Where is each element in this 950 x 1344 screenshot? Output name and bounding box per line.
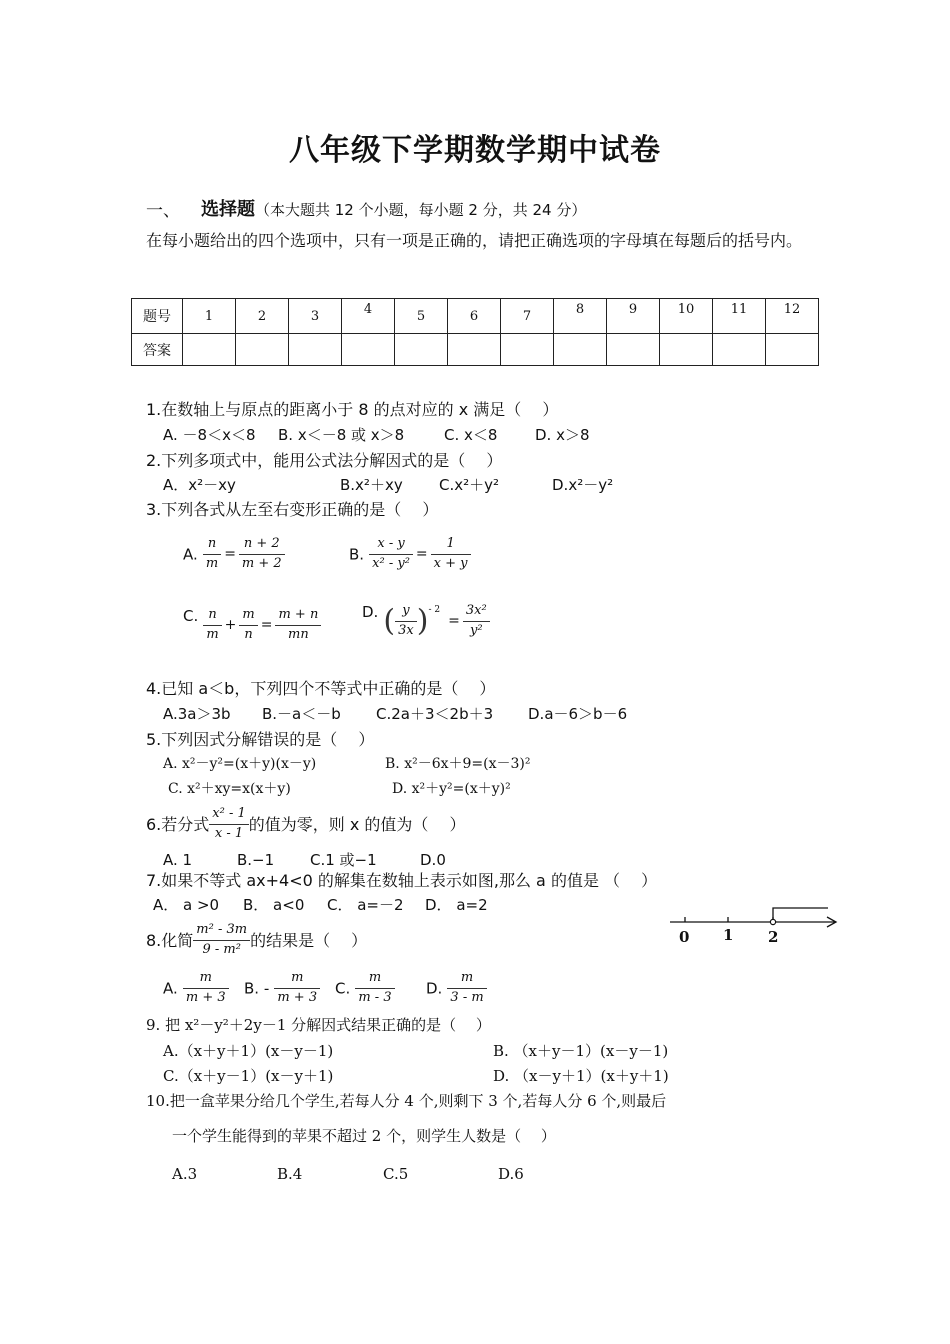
denominator: x + y: [433, 555, 468, 571]
fraction: [274, 970, 320, 1007]
numerator: m: [239, 607, 257, 626]
numerator: 1: [431, 536, 471, 555]
q8-option-d: [426, 970, 487, 1007]
question-number-cell: 8: [554, 299, 607, 334]
q10-option-a: A.3: [172, 1165, 198, 1183]
answer-cell[interactable]: [607, 334, 660, 366]
q8-option-c-label: C.: [335, 979, 351, 998]
question-number-cell: 4: [342, 299, 395, 334]
q7-option-c: C． a=－2: [327, 896, 404, 914]
exponent: - 2: [428, 605, 441, 615]
answer-table: [131, 298, 819, 366]
q5-option-b: B. x²－6x＋9=(x－3)²: [385, 756, 531, 772]
number-line-figure: [665, 903, 840, 945]
q9-stem: 9. 把 x²－y²＋2y－1 分解因式结果正确的是（ ）: [146, 1016, 491, 1034]
numerator: n: [203, 536, 221, 555]
solution-ray: [773, 908, 828, 919]
denominator: 3x: [398, 622, 414, 638]
q9-option-d: D. （x－y＋1）(x＋y＋1): [493, 1067, 669, 1085]
left-paren: (: [383, 603, 396, 639]
answer-table-row2-label: 答案: [132, 334, 183, 366]
answer-cell[interactable]: [660, 334, 713, 366]
fraction: [275, 607, 321, 644]
fraction: [369, 536, 413, 573]
q10-option-d: D.6: [498, 1165, 524, 1183]
q2-stem: 2.下列多项式中，能用公式法分解因式的是（ ）: [146, 451, 503, 470]
q1-option-c: C. x＜8: [444, 426, 498, 444]
numerator: m + n: [275, 607, 321, 626]
q8-stem-post: 的结果是（ ）: [250, 930, 368, 950]
q6-option-c: C.1 或−1: [310, 851, 377, 869]
right-paren: ): [416, 603, 429, 639]
q2-option-b: B.x²＋xy: [340, 476, 403, 494]
numerator: x - y: [369, 536, 413, 555]
question-number-cell: 10: [660, 299, 713, 334]
q3-option-d: [362, 603, 490, 640]
q9-option-b: B. （x＋y－1）(x－y－1): [493, 1042, 669, 1060]
q3-option-b-label: B.: [349, 545, 365, 564]
q7-option-d: D． a=2: [425, 896, 488, 914]
answer-cell[interactable]: [766, 334, 819, 366]
q6-option-b: B.−1: [237, 851, 275, 869]
denominator: m + 2: [241, 555, 282, 571]
tick-label-0: 0: [679, 928, 690, 945]
answer-cell[interactable]: [501, 334, 554, 366]
answer-cell[interactable]: [289, 334, 342, 366]
denominator: m + 3: [185, 989, 226, 1005]
numerator: n + 2: [239, 536, 285, 555]
numerator: m: [355, 970, 394, 989]
section-note: （本大题共 12 个小题，每小题 2 分，共 24 分）: [255, 201, 587, 219]
q8-option-b: [244, 970, 320, 1007]
numerator: 3x²: [463, 603, 490, 622]
q4-option-d: D.a－6＞b－6: [528, 705, 628, 723]
q9-option-a: A.（x＋y＋1）(x－y－1): [163, 1042, 334, 1060]
q6-option-d: D.0: [420, 851, 446, 869]
question-number-cell: 9: [607, 299, 660, 334]
fraction: [447, 970, 486, 1007]
q3-option-a: [183, 536, 285, 573]
fraction: [431, 536, 471, 573]
q10-stem-line2: 一个学生能得到的苹果不超过 2 个，则学生人数是（ ）: [172, 1127, 556, 1145]
q8-stem-pre: 8.化简: [146, 930, 194, 950]
q2-option-a: A．x²－xy: [163, 476, 236, 494]
q8-stem: [146, 922, 367, 959]
q1-option-b: B. x＜－8 或 x＞8: [278, 426, 405, 444]
fraction: [209, 806, 248, 843]
numerator: m: [183, 970, 229, 989]
denominator: m: [205, 555, 219, 571]
answer-table-number-row: [132, 299, 819, 334]
q6-stem-post: 的值为零，则 x 的值为（ ）: [248, 814, 466, 834]
q4-option-c: C.2a＋3＜2b＋3: [376, 705, 494, 723]
q3-option-c-label: C.: [183, 607, 199, 625]
q10-option-c: C.5: [383, 1165, 409, 1183]
q8-option-d-label: D.: [426, 979, 443, 998]
fraction: [183, 970, 229, 1007]
numerator: n: [203, 607, 221, 626]
q6-option-a: A. 1: [163, 851, 193, 869]
denominator: x - 1: [214, 825, 244, 841]
numerator: x² - 1: [209, 806, 248, 825]
q8-option-a: [163, 970, 229, 1007]
equals-sign: =: [448, 612, 460, 629]
tick-label-1: 1: [723, 926, 734, 944]
q6-stem-pre: 6.若分式: [146, 814, 210, 834]
q5-option-d: D. x²＋y²=(x＋y)²: [392, 781, 511, 797]
q2-option-c: C.x²＋y²: [439, 476, 500, 494]
question-number-cell: 6: [448, 299, 501, 334]
denominator: 9 - m²: [202, 941, 241, 957]
tick-label-2: 2: [768, 928, 779, 945]
q3-stem: 3.下列各式从左至右变形正确的是（ ）: [146, 500, 439, 519]
q4-stem: 4.已知 a＜b，下列四个不等式中正确的是（ ）: [146, 679, 496, 698]
fraction: [193, 922, 250, 959]
q7-option-b: B． a<0: [243, 896, 305, 914]
equals-sign: =: [415, 545, 428, 562]
q5-option-c: C. x²＋xy=x(x＋y): [168, 781, 291, 797]
q4-option-b: B.－a＜－b: [262, 705, 341, 723]
q8-option-a-label: A.: [163, 979, 178, 998]
q4-option-a: A.3a＞3b: [163, 705, 231, 723]
q5-option-a: A. x²－y²=(x＋y)(x－y): [163, 756, 317, 772]
numerator: m: [274, 970, 320, 989]
q9-option-c: C.（x＋y－1）(x－y＋1): [163, 1067, 334, 1085]
section-intro: 在每小题给出的四个选项中，只有一项是正确的，请把正确选项的字母填在每题后的括号内。: [146, 231, 803, 250]
question-number-cell: 1: [183, 299, 236, 334]
answer-table-answer-row: [132, 334, 819, 366]
section-title-text: 选择题: [201, 199, 255, 220]
question-number-cell: 3: [289, 299, 342, 334]
q3-option-b: [349, 536, 471, 573]
question-number-cell: 5: [395, 299, 448, 334]
q1-option-a: A. －8＜x＜8: [163, 426, 256, 444]
section-title: [201, 199, 586, 221]
q3-option-d-label: D.: [362, 603, 379, 621]
q3-option-c: [183, 607, 321, 644]
q1-stem: 1.在数轴上与原点的距离小于 8 的点对应的 x 满足（ ）: [146, 400, 559, 419]
q8-option-b-label: B. -: [244, 979, 270, 998]
denominator: m + 3: [277, 989, 318, 1005]
plus-sign: +: [224, 616, 237, 633]
fraction: [239, 607, 257, 644]
q5-stem: 5.下列因式分解错误的是（ ）: [146, 730, 375, 749]
section-number: 一、: [146, 201, 180, 221]
q7-stem: 7.如果不等式 ax+4<0 的解集在数轴上表示如图,那么 a 的值是 （ ）: [146, 871, 658, 890]
answer-cell[interactable]: [342, 334, 395, 366]
numerator: y: [395, 603, 417, 622]
fraction: [239, 536, 285, 573]
denominator: n: [244, 626, 253, 642]
fraction: [355, 970, 394, 1007]
denominator: y²: [469, 622, 483, 638]
q1-option-d: D. x＞8: [535, 426, 590, 444]
answer-cell[interactable]: [713, 334, 766, 366]
answer-cell[interactable]: [554, 334, 607, 366]
denominator: mn: [288, 626, 309, 642]
numerator: m² - 3m: [193, 922, 250, 941]
denominator: m - 3: [358, 989, 392, 1005]
q8-option-c: [335, 970, 395, 1007]
q10-stem-line1: 10.把一盒苹果分给几个学生,若每人分 4 个,则剩下 3 个,若每人分 6 个,则最后: [146, 1092, 667, 1110]
fraction: [203, 536, 221, 573]
question-number-cell: 11: [713, 299, 766, 334]
answer-cell[interactable]: [183, 334, 236, 366]
q10-option-b: B.4: [277, 1165, 303, 1183]
question-number-cell: 7: [501, 299, 554, 334]
answer-table-row1-label: 题号: [132, 299, 183, 334]
fraction: [203, 607, 221, 644]
denominator: 3 - m: [450, 989, 484, 1005]
denominator: m: [206, 626, 219, 642]
numerator: m: [447, 970, 486, 989]
page-title: 八年级下学期数学期中试卷: [289, 133, 661, 168]
q7-option-a: A． a >0: [153, 896, 220, 914]
denominator: x² - y²: [372, 555, 410, 571]
equals-sign: =: [224, 545, 236, 562]
open-circle-point: [770, 919, 775, 924]
q6-stem: [146, 806, 466, 843]
answer-cell[interactable]: [236, 334, 289, 366]
question-number-cell: 2: [236, 299, 289, 334]
equals-sign: =: [260, 616, 273, 633]
answer-cell[interactable]: [395, 334, 448, 366]
answer-cell[interactable]: [448, 334, 501, 366]
q2-option-d: D.x²－y²: [552, 476, 614, 494]
fraction: [395, 603, 417, 640]
fraction: [463, 603, 490, 640]
q3-option-a-label: A.: [183, 545, 198, 564]
question-number-cell: 12: [766, 299, 819, 334]
